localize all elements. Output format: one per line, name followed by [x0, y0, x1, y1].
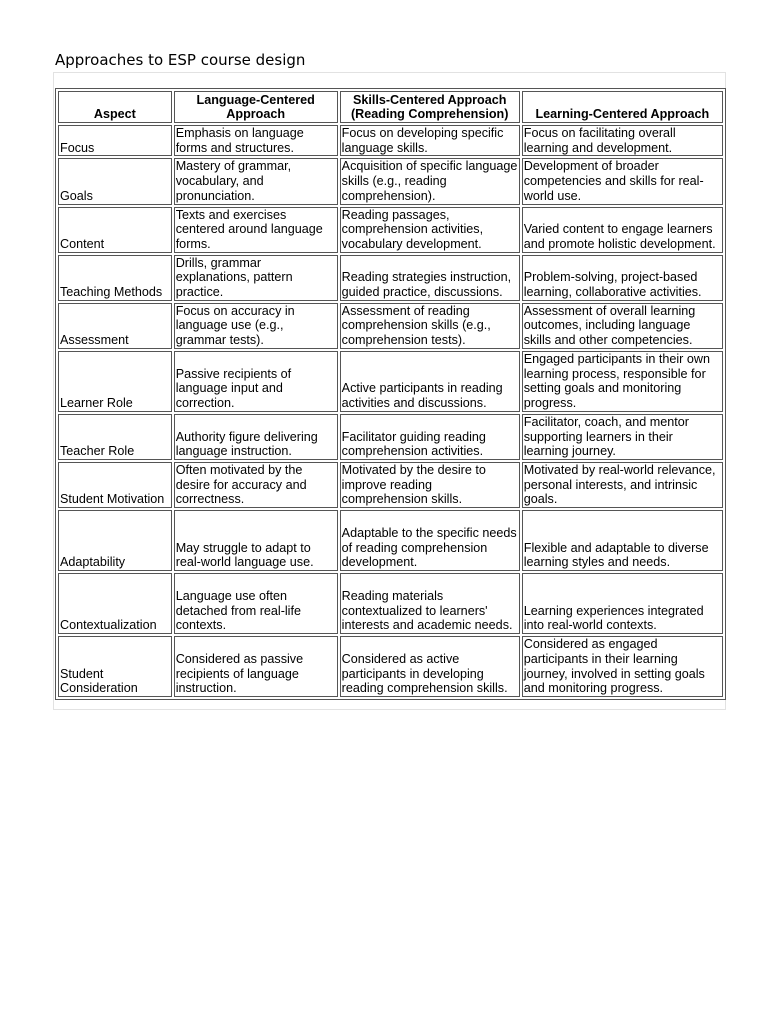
- table-row: [58, 158, 723, 204]
- skills-cell: Motivated by the desire to improve reading comprehension skills.: [340, 462, 520, 508]
- aspect-cell: Student Motivation: [58, 462, 172, 508]
- language-cell: Often motivated by the desire for accuracy and correctness.: [174, 462, 338, 508]
- language-cell: Texts and exercises centered around language forms.: [174, 207, 338, 253]
- aspect-cell: Adaptability: [58, 510, 172, 571]
- skills-cell: Reading passages, comprehension activities, vocabulary development.: [340, 207, 520, 253]
- skills-cell: Assessment of reading comprehension skills (e.g., comprehension tests).: [340, 303, 520, 349]
- skills-cell: Reading materials contextualized to learners' interests and academic needs.: [340, 573, 520, 634]
- header-row: [58, 91, 723, 123]
- aspect-cell: Focus: [58, 125, 172, 156]
- aspect-cell: Student Consideration: [58, 636, 172, 697]
- language-cell: Emphasis on language forms and structures.: [174, 125, 338, 156]
- skills-cell: Facilitator guiding reading comprehension activities.: [340, 414, 520, 460]
- skills-cell: Adaptable to the specific needs of reading comprehension development.: [340, 510, 520, 571]
- aspect-cell: Assessment: [58, 303, 172, 349]
- aspect-cell: Goals: [58, 158, 172, 204]
- aspect-cell: Teaching Methods: [58, 255, 172, 301]
- table-row: [58, 255, 723, 301]
- comparison-table: [55, 88, 726, 700]
- header-language-centered: Language-Centered Approach: [174, 91, 338, 123]
- skills-cell: Acquisition of specific language skills (e.g., reading comprehension).: [340, 158, 520, 204]
- document-title: Approaches to ESP course design: [55, 51, 306, 69]
- language-cell: May struggle to adapt to real-world language use.: [174, 510, 338, 571]
- comparison-table-container: [55, 88, 726, 700]
- language-cell: Language use often detached from real-life contexts.: [174, 573, 338, 634]
- language-cell: Passive recipients of language input and correction.: [174, 351, 338, 412]
- language-cell: Mastery of grammar, vocabulary, and pronunciation.: [174, 158, 338, 204]
- learning-cell: Considered as engaged participants in their learning journey, involved in setting goals and monitoring progress.: [522, 636, 723, 697]
- table-row: [58, 510, 723, 571]
- table-row: [58, 303, 723, 349]
- learning-cell: Focus on facilitating overall learning and development.: [522, 125, 723, 156]
- aspect-cell: Learner Role: [58, 351, 172, 412]
- learning-cell: Assessment of overall learning outcomes, including language skills and other competencies.: [522, 303, 723, 349]
- skills-cell: Considered as active participants in developing reading comprehension skills.: [340, 636, 520, 697]
- header-aspect: Aspect: [58, 91, 172, 123]
- learning-cell: Development of broader competencies and skills for real-world use.: [522, 158, 723, 204]
- table-row: [58, 414, 723, 460]
- skills-cell: Active participants in reading activities and discussions.: [340, 351, 520, 412]
- learning-cell: Problem-solving, project-based learning, collaborative activities.: [522, 255, 723, 301]
- learning-cell: Motivated by real-world relevance, personal interests, and intrinsic goals.: [522, 462, 723, 508]
- table-row: [58, 636, 723, 697]
- aspect-cell: Teacher Role: [58, 414, 172, 460]
- table-row: [58, 573, 723, 634]
- learning-cell: Facilitator, coach, and mentor supporting learners in their learning journey.: [522, 414, 723, 460]
- learning-cell: Flexible and adaptable to diverse learning styles and needs.: [522, 510, 723, 571]
- skills-cell: Reading strategies instruction, guided practice, discussions.: [340, 255, 520, 301]
- language-cell: Drills, grammar explanations, pattern practice.: [174, 255, 338, 301]
- header-skills-centered: Skills-Centered Approach (Reading Comprehension): [340, 91, 520, 123]
- language-cell: Authority figure delivering language instruction.: [174, 414, 338, 460]
- learning-cell: Engaged participants in their own learning process, responsible for setting goals and monitoring progress.: [522, 351, 723, 412]
- learning-cell: Varied content to engage learners and promote holistic development.: [522, 207, 723, 253]
- table-row: [58, 351, 723, 412]
- aspect-cell: Content: [58, 207, 172, 253]
- header-learning-centered: Learning-Centered Approach: [522, 91, 723, 123]
- table-row: [58, 207, 723, 253]
- language-cell: Focus on accuracy in language use (e.g., grammar tests).: [174, 303, 338, 349]
- language-cell: Considered as passive recipients of language instruction.: [174, 636, 338, 697]
- skills-cell: Focus on developing specific language skills.: [340, 125, 520, 156]
- aspect-cell: Contextualization: [58, 573, 172, 634]
- table-row: [58, 462, 723, 508]
- learning-cell: Learning experiences integrated into real-world contexts.: [522, 573, 723, 634]
- table-row: [58, 125, 723, 156]
